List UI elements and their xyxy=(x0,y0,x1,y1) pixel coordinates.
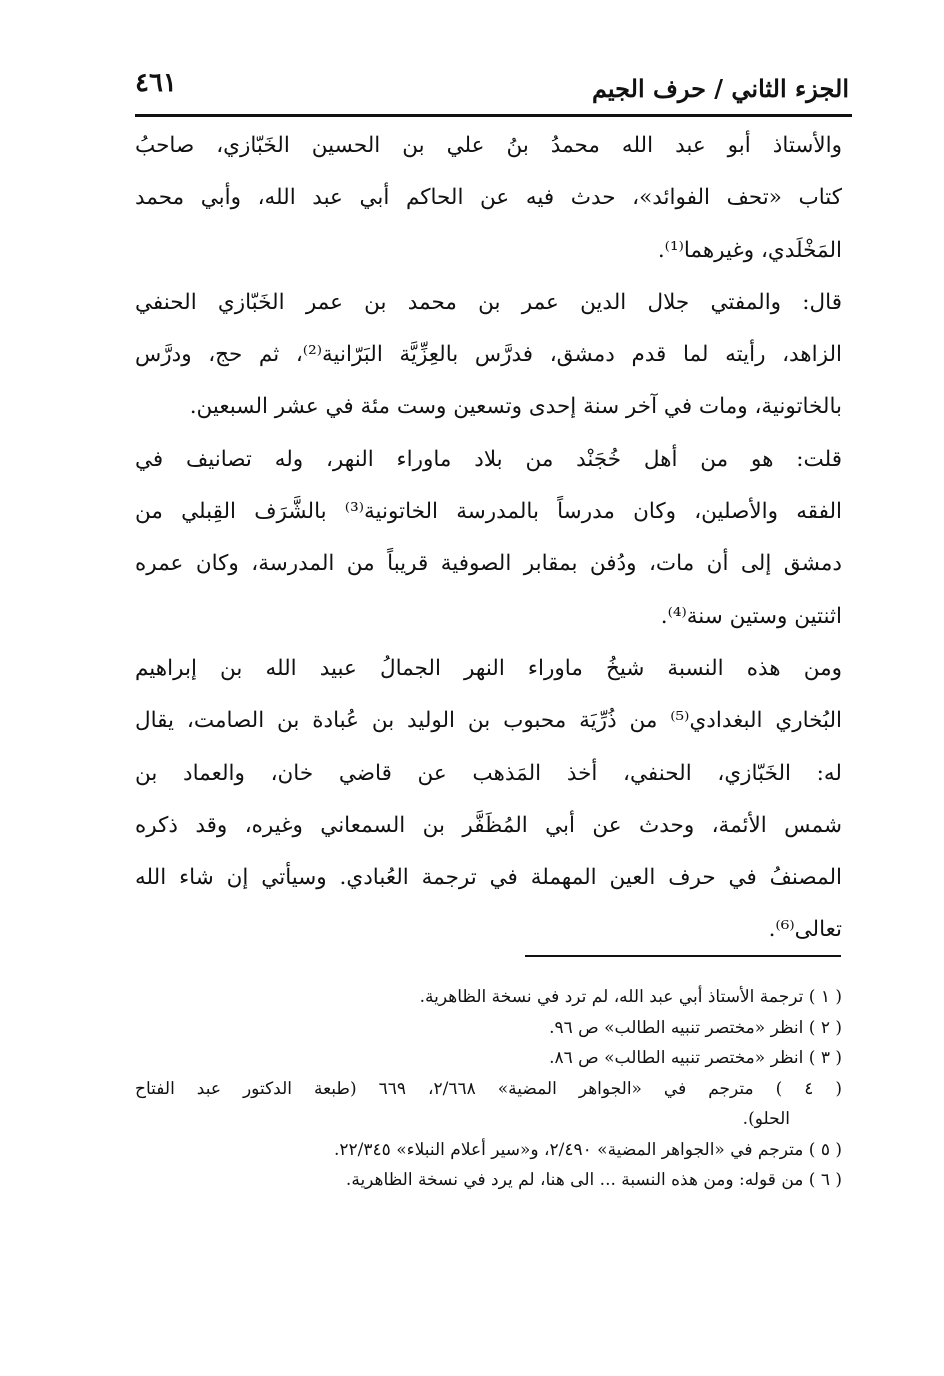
footnote-2: ( ٢ ) انظر «مختصر تنبيه الطالب» ص ٩٦. xyxy=(549,1017,842,1038)
paragraph-3 xyxy=(135,434,842,643)
text-line: والأستاذ أبو عبد الله محمدُ بنُ علي بن الحسين الخَبّازي، صاحبُ xyxy=(135,133,842,158)
text-line: البُخاري البغدادي⁽⁵⁾ من ذُرِّيَة محبوب بن الوليد بن عُبادة بن الصامت، يقال xyxy=(135,708,842,734)
text-line: كتاب «تحف الفوائد»، حدث فيه عن الحاكم أبي عبد الله، وأبي محمد xyxy=(135,185,842,211)
main-text xyxy=(135,120,842,957)
header-rule xyxy=(135,114,852,117)
footnote-separator xyxy=(525,955,841,957)
paragraph-4 xyxy=(135,643,842,957)
text-line: الفقه والأصلين، وكان مدرساً بالمدرسة الخاتونية⁽³⁾ بالشَّرَف القِبلي من xyxy=(135,499,842,525)
paragraph-2 xyxy=(135,277,842,434)
footnote-4-continuation: الحلو). xyxy=(742,1109,790,1129)
paragraph-1 xyxy=(135,120,842,277)
text-line: اثنتين وستين سنة⁽⁴⁾. xyxy=(660,603,842,629)
footnote-6: ( ٦ ) من قوله: ومن هذه النسبة ... الى هنا، لم يرد في نسخة الظاهرية. xyxy=(345,1170,842,1190)
text-line: تعالى⁽⁶⁾. xyxy=(768,917,842,943)
text-line: ومن هذه النسبة شيخُ ماوراء النهر الجمالُ عبيد الله بن إبراهيم xyxy=(135,655,842,681)
footnote-4: ( ٤ ) مترجم في «الجواهر المضية» ٢/٦٦٨، ٦٦٩ (طبعة الدكتور عبد الفتاح xyxy=(135,1078,842,1099)
text-line: المصنفُ في حرف العين المهملة في ترجمة العُبادي. وسيأتي إن شاء الله xyxy=(135,865,842,891)
header-title: الجزء الثاني / حرف الجيم xyxy=(591,74,849,103)
running-header xyxy=(135,60,849,110)
page-number: ٤٦١ xyxy=(135,68,177,98)
text-line: المَخْلَدي، وغيرهما⁽¹⁾. xyxy=(657,237,842,263)
text-line: بالخاتونية، ومات في آخر سنة إحدى وتسعين وست مئة في عشر السبعين. xyxy=(189,394,842,420)
footnotes xyxy=(135,982,842,1196)
text-line: شمس الأئمة، وحدث عن أبي المُظَفَّر بن السمعاني وغيره، وقد ذكره xyxy=(135,812,842,838)
text-line: الزاهد، رأيته لما قدم دمشق، فدرَّس بالعِزِّيَّة البَرّانية⁽²⁾، ثم حج، ودرَّس xyxy=(135,342,842,368)
text-line: له: الخَبّازي، الحنفي، أخذ المَذهب عن قاضي خان، والعماد بن xyxy=(135,760,842,786)
footnote-3: ( ٣ ) انظر «مختصر تنبيه الطالب» ص ٨٦. xyxy=(549,1048,842,1068)
footnote-1: ( ١ ) ترجمة الأستاذ أبي عبد الله، لم ترد في نسخة الظاهرية. xyxy=(419,987,842,1007)
text-line: قال: والمفتي جلال الدين عمر بن محمد بن عمر الخَبّازي الحنفي xyxy=(135,289,842,315)
text-line: قلت: هو من أهل خُجَنْد من بلاد ماوراء النهر، وله تصانيف في xyxy=(135,446,842,472)
footnote-5: ( ٥ ) مترجم في «الجواهر المضية» ٢/٤٩٠، و«سير أعلام النبلاء» ٢٢/٣٤٥. xyxy=(334,1139,842,1160)
text-line: دمشق إلى أن مات، ودُفن بمقابر الصوفية قريباً من المدرسة، وكان عمره xyxy=(135,551,842,577)
